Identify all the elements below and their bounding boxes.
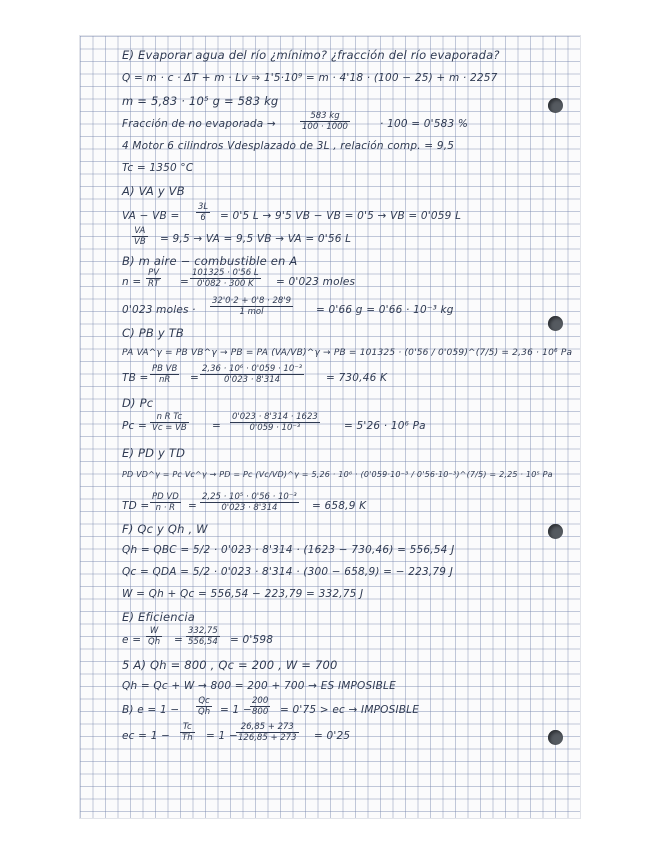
td-result: = 658,9 K — [312, 500, 367, 512]
fraction-denominator: RT — [148, 279, 160, 289]
fraction-denominator: 0'059 · 10⁻³ — [249, 423, 301, 433]
pd-equation: PD VD^γ = Pc Vc^γ → PD = Pc (Vc/VD)^γ = 5,26 · 10⁶ · (0'059·10⁻³ / 0'56·10⁻³)^(7/5) = 2,25 · 10⁵ Pa — [122, 470, 553, 479]
fraction-numerator: 0'023 · 8'314 · 1623 — [232, 412, 318, 422]
fraction-molar-mass — [210, 296, 293, 317]
fraction-numerator: Tc — [180, 722, 195, 733]
fraction-denominator: Qh — [198, 707, 211, 717]
fraction-td-numeric — [200, 492, 299, 513]
equals-minus: = 1 − — [220, 704, 252, 716]
fraction-numerator: 3L — [198, 202, 209, 212]
fraction-numerator: 32'0·2 + 0'8 · 28'9 — [212, 296, 292, 306]
fraction-numerator: 2,36 · 10⁶ · 0'059 · 10⁻³ — [202, 364, 303, 374]
section-5-check: Qh = Qc + W → 800 = 200 + 700 → ES IMPOSIBLE — [122, 680, 396, 692]
fraction-tb-symbolic — [150, 364, 179, 385]
section-5-title: 5 A) Qh = 800 , Qc = 200 , W = 700 — [122, 658, 338, 672]
fraction-denominator: 126,85 + 273 — [238, 733, 297, 743]
equals-sign: = — [188, 500, 197, 512]
va-vb-right: = 0'5 L → 9'5 VB − VB = 0'5 → VB = 0'059 L — [220, 210, 462, 222]
fraction-numerator: W — [146, 626, 162, 637]
efficiency-result: = 0'598 — [230, 634, 274, 646]
fraction-numerator: PD VD — [152, 492, 179, 502]
tb-left: TB = — [122, 372, 149, 384]
ratio-right: = 9,5 → VA = 9,5 VB → VA = 0'56 L — [160, 233, 352, 245]
section-b-title: B) m aire − combustible en A — [122, 254, 298, 268]
section-a-title: A) VA y VB — [122, 184, 185, 198]
mass-left: 0'023 moles · — [122, 304, 196, 316]
ec-left: ec = 1 − — [122, 730, 171, 742]
fraction-numerator: Qc — [196, 696, 212, 707]
fraction-volume — [196, 202, 210, 223]
fraction-denominator: n · R — [155, 503, 176, 513]
section-c-title: C) PB y TB — [122, 326, 185, 340]
fraction-td-symbolic — [150, 492, 181, 513]
fraction-numerator: 200 — [252, 696, 269, 706]
fraction-denominator: 556,54 — [188, 637, 218, 647]
fraction-label: Fracción de no evaporada → — [122, 118, 276, 130]
fraction-numerator: 583 kg — [300, 111, 350, 122]
fraction-denominator: nR — [159, 375, 171, 385]
section-e-title: E) Evaporar agua del río ¿mínimo? ¿fracción del río evaporada? — [122, 48, 500, 62]
fraction-efficiency-numeric — [186, 626, 220, 647]
fraction-denominator: 100 · 1000 — [302, 122, 348, 132]
fraction-tb-numeric — [200, 364, 304, 385]
binder-hole-icon — [548, 98, 563, 113]
efficiency-left: e = — [122, 634, 142, 646]
binder-hole-icon — [548, 316, 563, 331]
fraction-denominator: 0'023 · 8'314 — [221, 503, 278, 513]
moles-left: n = — [122, 276, 142, 288]
va-vb-left: VA − VB = — [122, 210, 180, 222]
fraction-w-qh — [146, 626, 162, 647]
qh-equation: Qh = QBC = 5/2 · 0'023 · 8'314 · (1623 − 730,46) = 556,54 J — [122, 544, 455, 556]
fraction-pv-rt — [146, 268, 161, 289]
fraction-denominator: 6 — [200, 213, 206, 223]
fraction-denominator: 0'082 · 300 K — [196, 279, 254, 289]
pb-equation: PA VA^γ = PB VB^γ → PB = PA (VA/VB)^γ → PB = 101325 · (0'56 / 0'059)^(7/5) = 2,36 · 10⁶ Pa — [122, 348, 573, 358]
fraction-denominator: Qh — [148, 637, 161, 647]
b5-left: B) e = 1 − — [122, 704, 180, 716]
fraction-evaporated — [300, 111, 350, 132]
td-left: TD = — [122, 500, 150, 512]
fraction-numerator: 332,75 — [188, 626, 218, 636]
fraction-denominator: 0'023 · 8'314 — [224, 375, 281, 385]
fraction-temperatures — [236, 722, 299, 743]
mass-result: m = 5,83 · 10⁵ g = 583 kg — [122, 94, 279, 108]
tc-value: Tc = 1350 °C — [122, 162, 194, 174]
fraction-numerator: 101325 · 0'56 L — [192, 268, 259, 278]
pc-result: = 5'26 · 10⁶ Pa — [344, 420, 426, 432]
moles-result: = 0'023 moles — [276, 276, 356, 288]
notebook-page — [80, 36, 580, 818]
binder-hole-icon — [548, 524, 563, 539]
fraction-qc-qh — [196, 696, 212, 717]
fraction-denominator: Vc = VB — [152, 423, 187, 433]
equals-minus: = 1 − — [206, 730, 238, 742]
fraction-numerator: PB VB — [152, 364, 178, 374]
fraction-result: · 100 = 0'583 % — [380, 118, 469, 130]
fraction-tc-th — [180, 722, 195, 743]
fraction-denominator: VB — [134, 237, 146, 247]
fraction-pc-numeric — [230, 412, 320, 433]
fraction-pc-symbolic — [150, 412, 189, 433]
fraction-numerator: 2,25 · 10⁵ · 0'56 · 10⁻³ — [202, 492, 297, 502]
fraction-ratio — [132, 226, 148, 247]
qc-equation: Qc = QDA = 5/2 · 0'023 · 8'314 · (300 − 658,9) = − 223,79 J — [122, 566, 454, 578]
fraction-200-800 — [250, 696, 270, 717]
equals-sign: = — [190, 372, 199, 384]
tb-result: = 730,46 K — [326, 372, 388, 384]
section-f-title: F) Qc y Qh , W — [122, 522, 208, 536]
work-equation: W = Qh + Qc = 556,54 − 223,79 = 332,75 J — [122, 588, 364, 600]
mass-result-kg: = 0'66 g = 0'66 · 10⁻³ kg — [316, 304, 454, 316]
ec-result: = 0'25 — [314, 730, 351, 742]
fraction-numerator: 26,85 + 273 — [236, 722, 299, 733]
fraction-denominator: 800 — [252, 707, 269, 717]
section-d-title: D) Pc — [122, 396, 154, 410]
fraction-moles-numbers — [190, 268, 261, 289]
equals-sign: = — [212, 420, 221, 432]
section-efficiency-title: E) Eficiencia — [122, 610, 195, 624]
b5-result: = 0'75 > ec → IMPOSIBLE — [280, 704, 420, 716]
fraction-denominator: Th — [182, 733, 193, 743]
equals-sign: = — [174, 634, 183, 646]
pc-left: Pc = — [122, 420, 148, 432]
section-e2-title: E) PD y TD — [122, 446, 186, 460]
binder-hole-icon — [548, 730, 563, 745]
fraction-numerator: n R Tc — [150, 412, 189, 423]
fraction-numerator: PV — [146, 268, 161, 279]
motor-statement: 4 Motor 6 cilindros Vdesplazado de 3L , relación comp. = 9,5 — [122, 140, 455, 152]
fraction-denominator: 1 mol — [239, 307, 264, 317]
heat-equation: Q = m · c · ΔT + m · Lv ⇒ 1'5·10⁹ = m · 4'18 · (100 − 25) + m · 2257 — [122, 72, 498, 84]
fraction-numerator: VA — [132, 226, 148, 237]
equals-sign: = — [180, 276, 189, 288]
